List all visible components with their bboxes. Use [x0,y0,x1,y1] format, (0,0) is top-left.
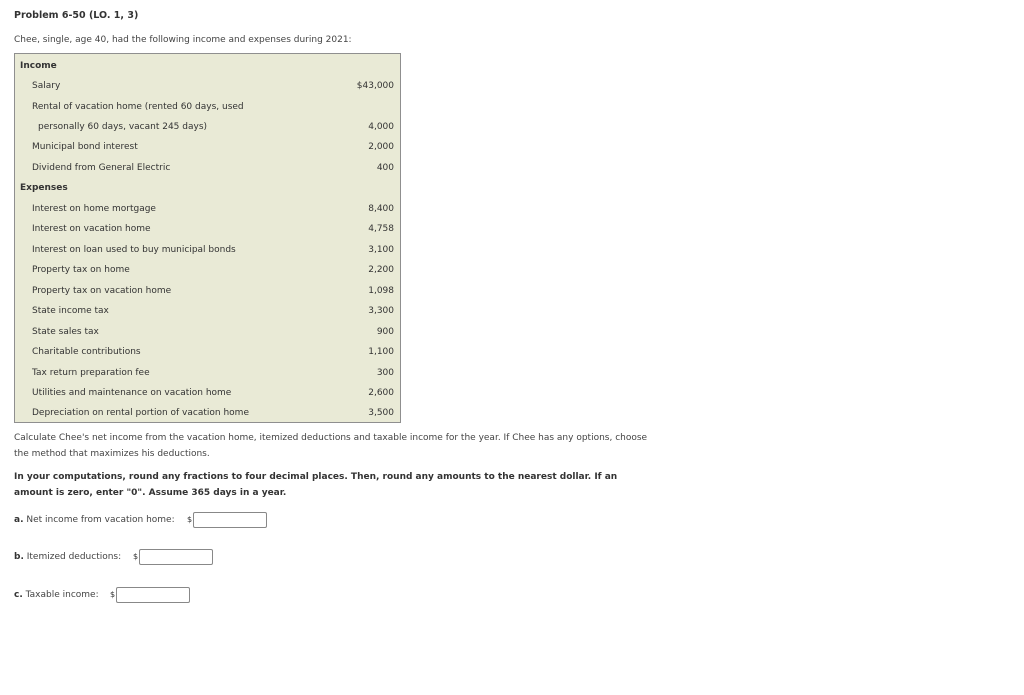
row-label: Property tax on vacation home [32,286,172,296]
instructions-line: the method that maximizes his deductions. [14,449,210,459]
problem-intro: Chee, single, age 40, had the following income and expenses during 2021: [14,35,352,45]
row-label: State income tax [32,306,109,316]
problem-title: Problem 6-50 (LO. 1, 3) [14,10,139,21]
itemized-deductions-input[interactable] [139,549,213,565]
table-row [15,76,400,96]
table-row [15,383,400,403]
row-label: State sales tax [32,327,99,337]
table-row [15,260,400,280]
table-row [15,281,400,301]
table-row [15,117,400,137]
table-row [15,97,400,117]
instructions-line: Calculate Chee's net income from the vacation home, itemized deductions and taxable income for the year. If Chee has any options, choose [14,433,648,443]
instructions-text [14,430,684,462]
row-label: Charitable contributions [32,347,141,357]
income-header: Income [20,61,57,71]
row-value: $43,000 [356,81,394,91]
income-expense-table [14,53,401,423]
row-value: 3,300 [368,306,394,316]
question-text: Itemized deductions: [26,552,122,562]
row-value: 300 [376,368,394,378]
table-row [15,403,400,423]
currency-symbol: $ [110,590,116,599]
row-value: 3,500 [368,408,394,418]
row-value: 1,098 [368,286,394,296]
row-value: 1,100 [368,347,394,357]
row-label: Tax return preparation fee [32,368,150,378]
question-letter: b. [14,552,24,562]
currency-symbol: $ [133,552,139,561]
row-label: Dividend from General Electric [32,163,171,173]
table-row [15,158,400,178]
rounding-instructions [14,469,684,501]
table-row [15,219,400,239]
row-label: Salary [32,81,61,91]
table-row [15,301,400,321]
row-label: Property tax on home [32,265,130,275]
table-row [15,137,400,157]
row-value: 2,000 [368,142,394,152]
row-value: 3,100 [368,245,394,255]
taxable-income-input[interactable] [116,587,190,603]
row-value: 2,200 [368,265,394,275]
table-row [15,199,400,219]
expenses-header: Expenses [20,183,68,193]
table-row [15,322,400,342]
table-row [15,342,400,362]
row-value: 8,400 [368,204,394,214]
question-b-label [14,548,121,566]
row-value: 4,758 [368,224,394,234]
row-label: Municipal bond interest [32,142,138,152]
table-row [15,240,400,260]
question-letter: a. [14,515,24,525]
row-value: 2,600 [368,388,394,398]
row-value: 400 [376,163,394,173]
instructions-line: In your computations, round any fractions to four decimal places. Then, round any amounts to the nearest dollar. If an [14,472,618,482]
row-label: Depreciation on rental portion of vacation home [32,408,249,418]
question-text: Net income from vacation home: [26,515,175,525]
question-letter: c. [14,590,23,600]
question-text: Taxable income: [25,590,99,600]
row-value: 4,000 [368,122,394,132]
table-row [15,363,400,383]
row-label: Interest on vacation home [32,224,151,234]
question-a-label [14,511,175,529]
row-label: Rental of vacation home (rented 60 days, used [32,102,244,112]
instructions-line: amount is zero, enter "0". Assume 365 days in a year. [14,488,287,498]
net-income-vacation-home-input[interactable] [193,512,267,528]
row-label: Interest on home mortgage [32,204,156,214]
row-label: Utilities and maintenance on vacation home [32,388,232,398]
row-label: personally 60 days, vacant 245 days) [38,122,208,132]
row-value: 900 [376,327,394,337]
question-c-label [14,586,99,604]
currency-symbol: $ [187,515,193,524]
row-label: Interest on loan used to buy municipal bonds [32,245,236,255]
